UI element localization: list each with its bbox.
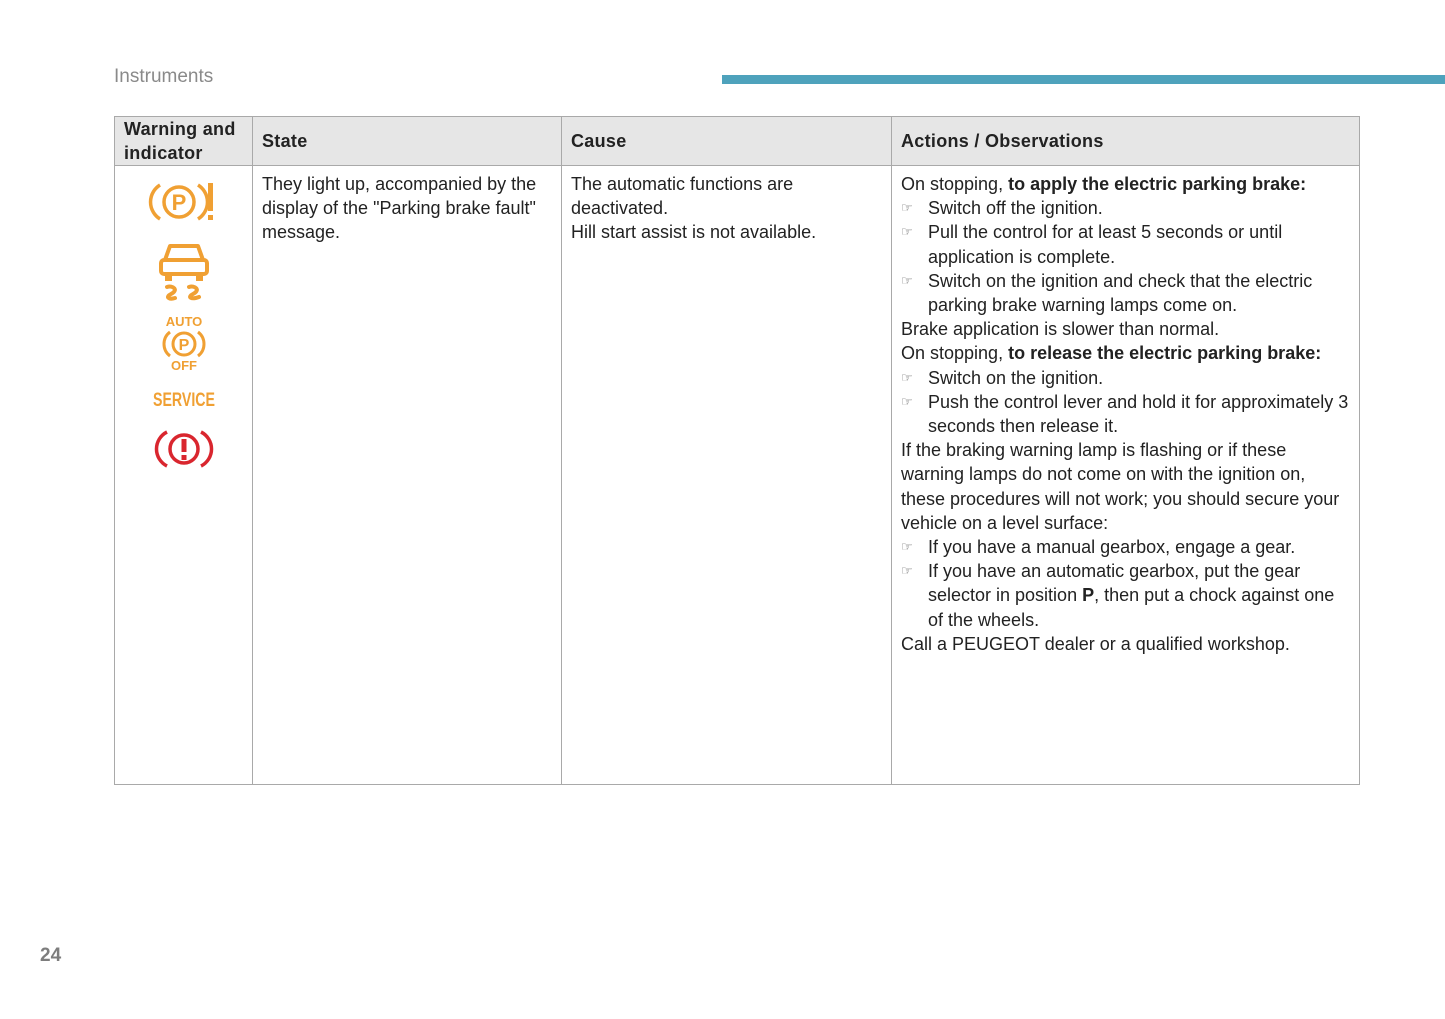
svg-text:P: P [171, 190, 186, 215]
page-number: 24 [40, 945, 62, 966]
cause-cell [562, 166, 892, 785]
list-item: ☞ If you have an automatic gearbox, put the gear selector in position P, then put a chock against one of the wheels. [901, 561, 1335, 630]
pointing-hand-icon: ☞ [901, 393, 913, 409]
pointing-hand-icon: ☞ [901, 200, 913, 216]
state-cell [253, 166, 562, 785]
svg-text:AUTO: AUTO [165, 314, 202, 329]
stability-control-icon [157, 242, 211, 302]
table-row [115, 166, 1360, 785]
svg-text:SERVICE: SERVICE [152, 390, 215, 411]
header-accent-bar [722, 75, 1445, 84]
apply-note: Brake application is slower than normal. [901, 319, 1220, 340]
list-item: ☞ Switch on the ignition and check that the electric parking brake warning lamps come on. [901, 270, 1313, 316]
header-warning-indicator: Warning and indicator [115, 117, 253, 166]
header-state: State [253, 117, 562, 166]
service-icon [149, 386, 219, 410]
parking-brake-fault-icon [151, 180, 217, 224]
list-item: ☞ If you have a manual gearbox, engage a gear. [901, 535, 1350, 559]
table-header-row [115, 117, 1360, 166]
header-actions: Actions / Observations [892, 117, 1360, 166]
cause-line: Hill start assist is not available. [571, 222, 817, 243]
braking-warning-icon [159, 428, 209, 470]
list-item: ☞ Switch off the ignition. [901, 196, 1350, 220]
pointing-hand-icon: ☞ [901, 272, 913, 288]
actions-cell [892, 166, 1360, 785]
svg-text:P: P [178, 337, 189, 354]
release-heading: On stopping, to release the electric parking brake: [901, 343, 1322, 364]
indicator-icons-cell [115, 166, 253, 785]
header-cause: Cause [562, 117, 892, 166]
list-item: ☞ Pull the control for at least 5 seconds or until application is complete. [901, 222, 1283, 267]
pointing-hand-icon: ☞ [901, 224, 913, 240]
auto-parking-brake-off-icon [154, 314, 214, 372]
warning-lamp-table [114, 116, 1360, 785]
pointing-hand-icon: ☞ [901, 369, 913, 385]
fallback-note: If the braking warning lamp is flashing or if these warning lamps do not come on with the ignition on, these procedures will not work; you should secure your vehicle on a level surface: [901, 440, 1340, 533]
list-item: ☞ Switch on the ignition. [901, 366, 1350, 390]
apply-heading: On stopping, to apply the electric parking brake: [901, 174, 1307, 194]
state-text: They light up, accompanied by the display of the "Parking brake fault" message. [262, 174, 537, 243]
svg-text:OFF: OFF [170, 358, 197, 373]
pointing-hand-icon: ☞ [901, 539, 913, 555]
section-title: Instruments [114, 66, 214, 87]
pointing-hand-icon: ☞ [901, 563, 913, 579]
list-item: ☞ Push the control lever and hold it for approximately 3 seconds then release it. [901, 391, 1349, 437]
final-note: Call a PEUGEOT dealer or a qualified workshop. [901, 633, 1290, 654]
cause-line: The automatic functions are deactivated. [571, 174, 794, 219]
